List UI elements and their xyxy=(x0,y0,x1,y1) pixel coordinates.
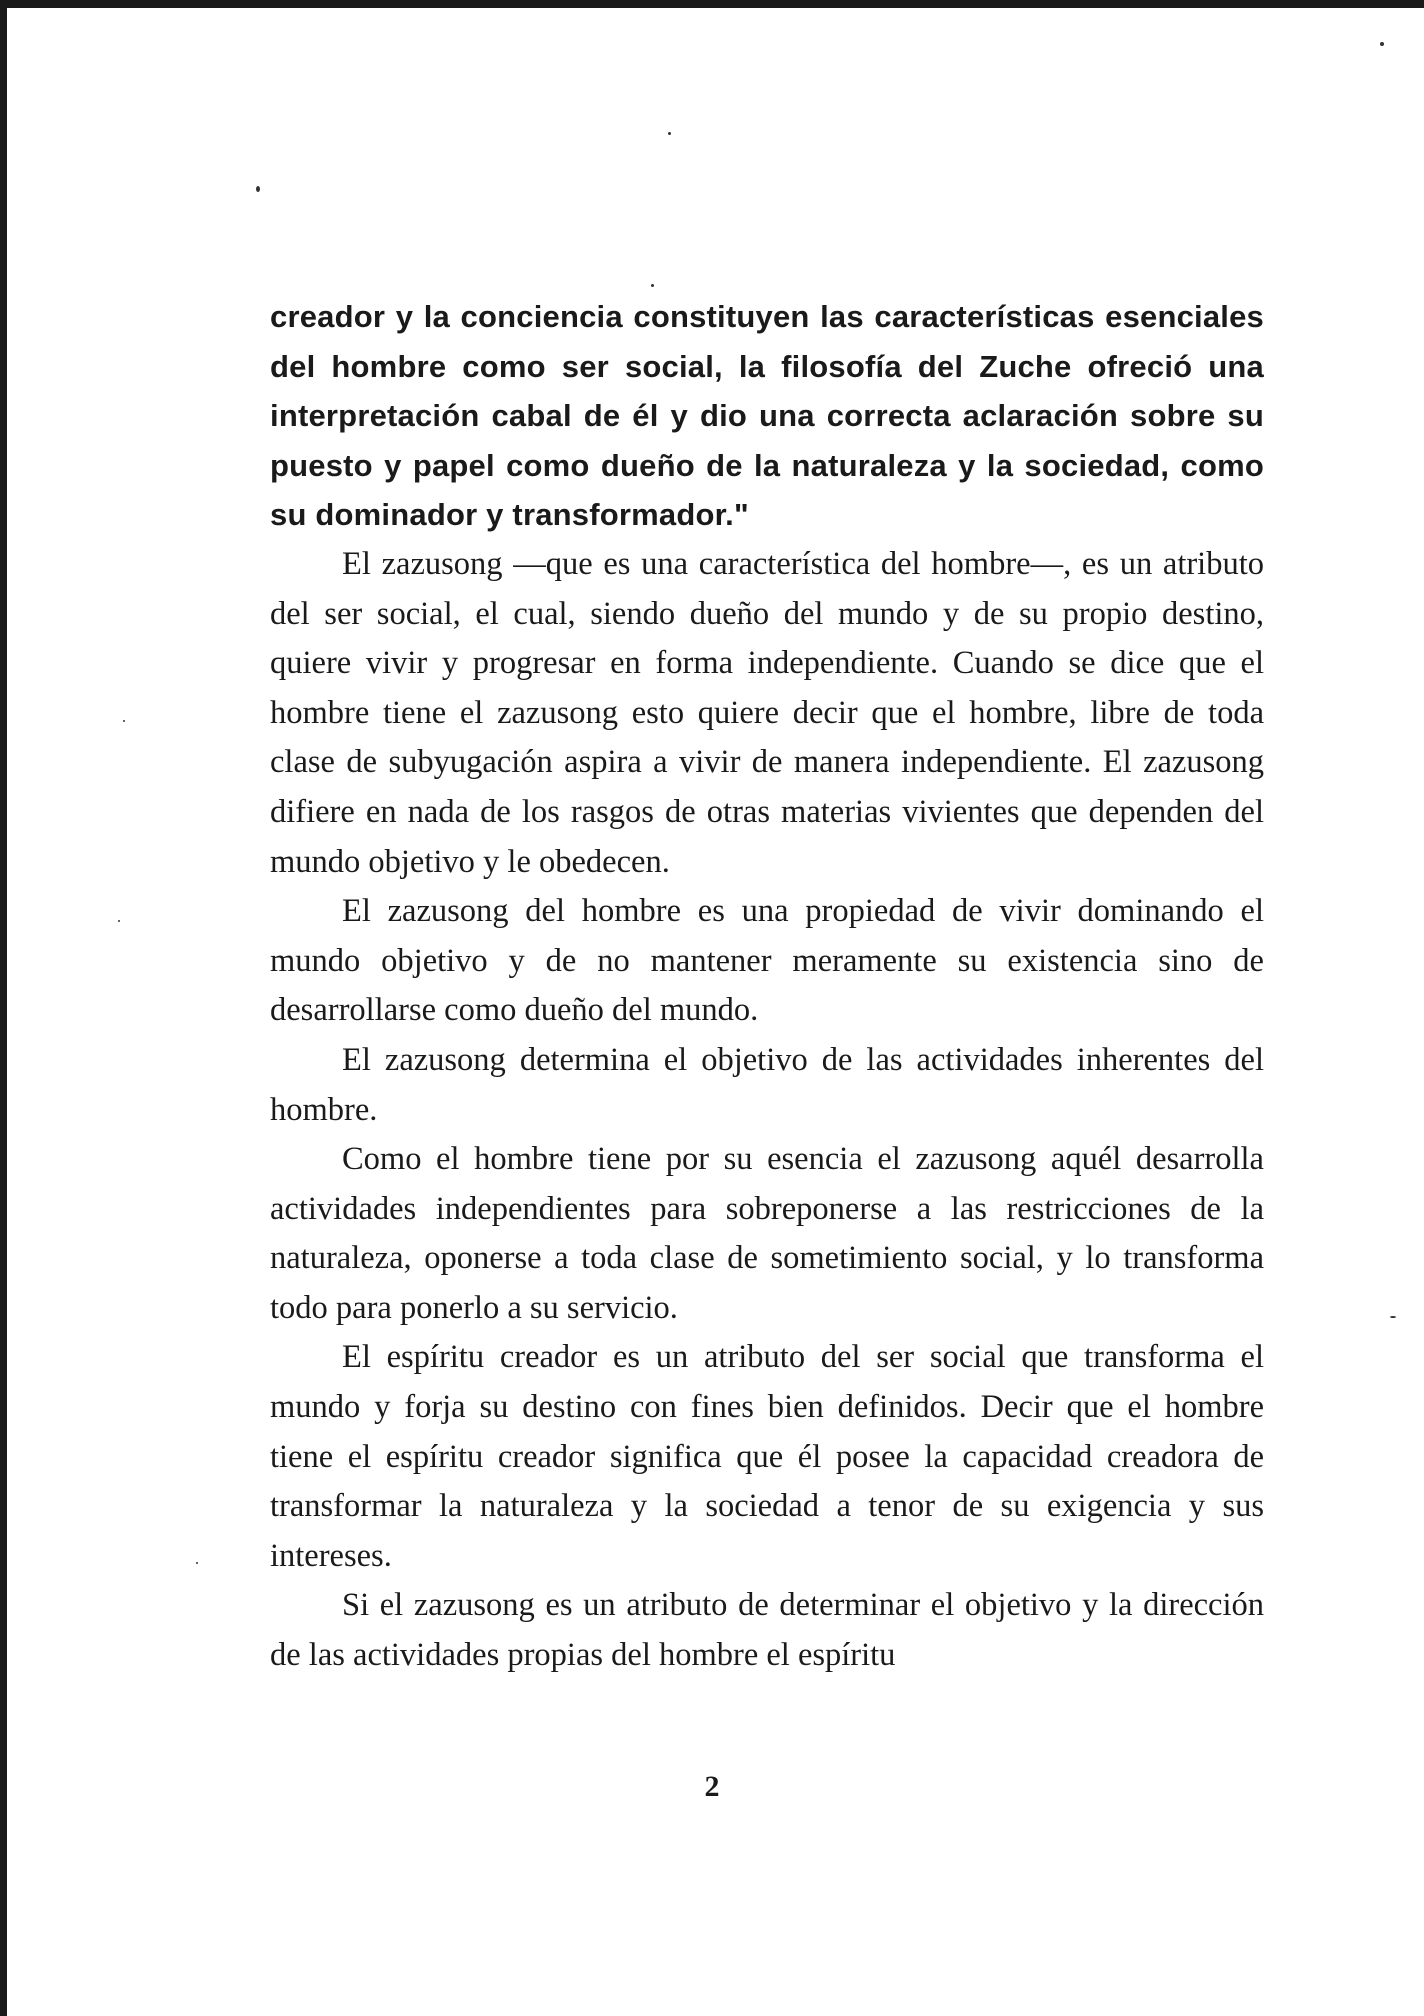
scan-speck xyxy=(651,284,654,287)
scan-speck xyxy=(118,920,120,922)
page-number: 2 xyxy=(704,1770,720,1803)
document-body xyxy=(270,292,1264,1681)
paragraph-4: El zazusong determina el objetivo de las actividades inherentes del hombre. xyxy=(270,1041,1264,1128)
scan-speck xyxy=(1380,42,1384,46)
paragraph-5: Como el hombre tiene por su esencia el zazusong aquél desarrolla actividades independientes para sobreponerse a las restricciones de la naturaleza, oponerse a toda clase de sometimiento social, y lo transforma todo para ponerlo a su servicio. xyxy=(270,1141,1264,1326)
scan-speck xyxy=(668,132,671,135)
paragraph-2: El zazusong —que es una característica del hombre—, es un atributo del ser social, el cual, siendo dueño del mundo y de su propio destino, quiere vivir y progresar en forma independiente. Cuando se dice que el hombre tiene el zazusong esto quiere decir que el hombre, libre de toda clase de subyugación aspira a vivir de manera independiente. El zazusong difiere en nada de los rasgos de otras materias vivientes que dependen del mundo objetivo y le obedecen. xyxy=(270,545,1264,880)
paragraph-6: El espíritu creador es un atributo del ser social que transforma el mundo y forja su destino con fines bien definidos. Decir que el hombre tiene el espíritu creador significa que él posee la capacidad creadora de transformar la naturaleza y la sociedad a tenor de su exigencia y sus intereses. xyxy=(270,1339,1264,1574)
paragraph-1: creador y la conciencia constituyen las características esenciales del hombre como ser social, la filosofía del Zuche ofreció una interpretación cabal de él y dio una correcta aclaración sobre su puesto y papel como dueño de la naturaleza y la sociedad, como su dominador y transformador." xyxy=(270,299,1264,533)
scan-edge-left xyxy=(0,0,7,2016)
scan-speck xyxy=(196,1562,198,1564)
scan-speck xyxy=(123,720,125,722)
paragraph-3: El zazusong del hombre es una propiedad de vivir dominando el mundo objetivo y de no mantener meramente su existencia sino de desarrollarse como dueño del mundo. xyxy=(270,893,1264,1029)
paragraph-7: Si el zazusong es un atributo de determinar el objetivo y la dirección de las actividades propias del hombre el espíritu xyxy=(270,1587,1264,1674)
scan-speck xyxy=(1390,1316,1396,1318)
scan-edge-top xyxy=(0,0,1424,8)
scan-speck xyxy=(256,186,260,192)
